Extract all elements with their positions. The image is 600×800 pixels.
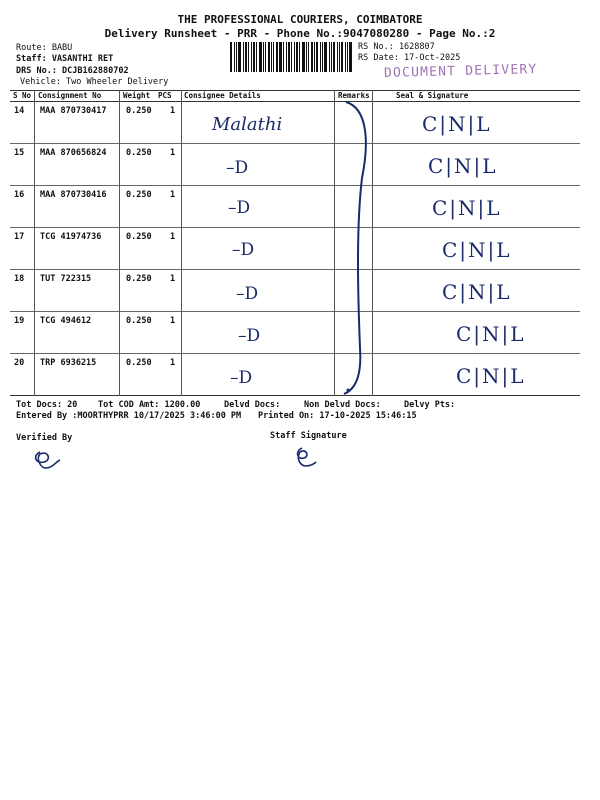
barcode-bar bbox=[271, 42, 272, 72]
barcode-bar bbox=[331, 42, 332, 72]
row-divider bbox=[10, 269, 580, 270]
row-sno: 17 bbox=[14, 232, 25, 242]
consignee-handwriting: –D bbox=[226, 158, 249, 178]
barcode-bar bbox=[263, 42, 264, 72]
row-divider bbox=[10, 353, 580, 354]
row-divider bbox=[10, 311, 580, 312]
barcode-bar bbox=[230, 42, 232, 72]
barcode-bar bbox=[324, 42, 327, 72]
seal-handwriting: C|N|L bbox=[422, 112, 492, 136]
barcode-bar bbox=[288, 42, 290, 72]
row-consignment: TUT 722315 bbox=[40, 274, 92, 284]
col-header-seal: Seal & Signature bbox=[396, 91, 469, 100]
barcode-bar bbox=[296, 42, 298, 72]
col-divider bbox=[119, 90, 120, 396]
row-pcs: 1 bbox=[170, 358, 176, 368]
delivered-docs: Delvd Docs: bbox=[224, 400, 281, 410]
row-consignment: MAA 870730417 bbox=[40, 106, 107, 116]
seal-handwriting: C|N|L bbox=[428, 154, 498, 178]
consignee-handwriting: –D bbox=[228, 198, 251, 218]
col-header-remarks: Remarks bbox=[338, 91, 370, 100]
company-title: THE PROFESSIONAL COURIERS, COIMBATORE bbox=[177, 13, 423, 26]
row-pcs: 1 bbox=[170, 148, 176, 158]
barcode-bar bbox=[299, 42, 300, 72]
barcode-bar bbox=[251, 42, 252, 72]
total-cod-amount: Tot COD Amt: 1200.00 bbox=[98, 400, 201, 410]
row-consignment: MAA 870730416 bbox=[40, 190, 107, 200]
row-pcs: 1 bbox=[170, 106, 176, 116]
row-pcs: 1 bbox=[170, 190, 176, 200]
row-pcs: 1 bbox=[170, 316, 176, 326]
consignee-handwriting: –D bbox=[232, 240, 255, 260]
barcode-bar bbox=[339, 42, 340, 72]
non-delivered-docs: Non Delvd Docs: bbox=[304, 400, 381, 410]
col-divider bbox=[181, 90, 182, 396]
seal-handwriting: C|N|L bbox=[456, 322, 526, 346]
row-consignment: TCG 41974736 bbox=[40, 232, 102, 242]
row-divider bbox=[10, 185, 580, 186]
rs-date: RS Date: 17-Oct-2025 bbox=[358, 53, 461, 63]
col-header-sno: S No bbox=[13, 91, 32, 100]
col-divider bbox=[334, 90, 335, 396]
runsheet-subtitle: Delivery Runsheet - PRR - Phone No.:9047080280 - Page No.:2 bbox=[104, 27, 496, 40]
barcode-bar bbox=[337, 42, 338, 72]
row-weight: 0.250 bbox=[126, 274, 152, 284]
barcode-bar bbox=[306, 42, 307, 72]
barcode-bar bbox=[273, 42, 274, 72]
total-docs: Tot Docs: 20 bbox=[16, 400, 78, 410]
barcode-bar bbox=[345, 42, 346, 72]
barcode bbox=[230, 42, 354, 72]
barcode-bar bbox=[347, 42, 348, 72]
consignee-handwriting: –D bbox=[230, 368, 253, 388]
barcode-bar bbox=[245, 42, 247, 72]
table-bottom-border bbox=[10, 395, 580, 396]
remarks-bracket-mark bbox=[336, 98, 376, 398]
drs-number: DRS No.: DCJB162880702 bbox=[16, 66, 129, 76]
barcode-bar bbox=[253, 42, 255, 72]
printed-on: Printed On: 17-10-2025 15:46:15 bbox=[258, 411, 417, 421]
document-delivery-stamp: DOCUMENT DELIVERY bbox=[383, 61, 538, 82]
barcode-bar bbox=[256, 42, 257, 72]
col-divider bbox=[34, 90, 35, 396]
barcode-bar bbox=[286, 42, 287, 72]
barcode-bar bbox=[349, 42, 352, 72]
barcode-bar bbox=[320, 42, 321, 72]
col-header-consignee: Consignee Details bbox=[184, 91, 261, 100]
row-weight: 0.250 bbox=[126, 358, 152, 368]
col-header-pcs: PCS bbox=[158, 91, 172, 100]
rs-number: RS No.: 1628807 bbox=[358, 42, 435, 52]
barcode-bar bbox=[279, 42, 282, 72]
row-sno: 14 bbox=[14, 106, 25, 116]
row-weight: 0.250 bbox=[126, 190, 152, 200]
col-header-weight: Weight bbox=[123, 91, 151, 100]
row-sno: 16 bbox=[14, 190, 25, 200]
barcode-bar bbox=[302, 42, 305, 72]
barcode-bar bbox=[329, 42, 330, 72]
runsheet-table bbox=[10, 90, 580, 396]
row-pcs: 1 bbox=[170, 274, 176, 284]
row-sno: 19 bbox=[14, 316, 25, 326]
barcode-bar bbox=[311, 42, 313, 72]
row-weight: 0.250 bbox=[126, 232, 152, 242]
row-weight: 0.250 bbox=[126, 106, 152, 116]
route-label: Route: BABU bbox=[16, 43, 73, 53]
barcode-bar bbox=[314, 42, 315, 72]
staff-label: Staff: VASANTHI RET bbox=[16, 54, 114, 64]
barcode-bar bbox=[291, 42, 292, 72]
barcode-bar bbox=[308, 42, 309, 72]
col-header-consignment: Consignment No bbox=[38, 91, 102, 100]
header-divider bbox=[10, 101, 580, 102]
row-pcs: 1 bbox=[170, 232, 176, 242]
consignee-handwriting: –D bbox=[236, 284, 259, 304]
barcode-bar bbox=[276, 42, 278, 72]
row-weight: 0.250 bbox=[126, 316, 152, 326]
barcode-bar bbox=[265, 42, 266, 72]
seal-handwriting: C|N|L bbox=[442, 238, 512, 262]
barcode-bar bbox=[341, 42, 343, 72]
barcode-bar bbox=[294, 42, 295, 72]
verified-signature-mark bbox=[30, 446, 66, 472]
consignee-handwriting: Malathi bbox=[212, 114, 283, 135]
row-consignment: TCG 494612 bbox=[40, 316, 92, 326]
verified-by-label: Verified By bbox=[16, 433, 73, 443]
consignee-handwriting: –D bbox=[238, 326, 261, 346]
barcode-bar bbox=[268, 42, 270, 72]
barcode-bar bbox=[333, 42, 335, 72]
staff-signature-label: Staff Signature bbox=[270, 431, 347, 441]
seal-handwriting: C|N|L bbox=[456, 364, 526, 388]
entered-by: Entered By :MOORTHYPRR 10/17/2025 3:46:00 PM bbox=[16, 411, 242, 421]
barcode-bar bbox=[234, 42, 235, 72]
barcode-bar bbox=[259, 42, 262, 72]
staff-signature-mark bbox=[290, 444, 320, 472]
barcode-bar bbox=[316, 42, 318, 72]
seal-handwriting: C|N|L bbox=[432, 196, 502, 220]
barcode-bar bbox=[243, 42, 244, 72]
row-weight: 0.250 bbox=[126, 148, 152, 158]
row-divider bbox=[10, 143, 580, 144]
barcode-bar bbox=[322, 42, 323, 72]
barcode-bar bbox=[283, 42, 284, 72]
row-consignment: TRP 6936215 bbox=[40, 358, 97, 368]
row-sno: 20 bbox=[14, 358, 25, 368]
barcode-bar bbox=[238, 42, 241, 72]
delivery-points: Delvy Pts: bbox=[404, 400, 456, 410]
row-sno: 15 bbox=[14, 148, 25, 158]
row-consignment: MAA 870656824 bbox=[40, 148, 107, 158]
barcode-bar bbox=[248, 42, 249, 72]
vehicle-label: Vehicle: Two Wheeler Delivery bbox=[20, 77, 169, 87]
row-sno: 18 bbox=[14, 274, 25, 284]
seal-handwriting: C|N|L bbox=[442, 280, 512, 304]
row-divider bbox=[10, 227, 580, 228]
barcode-bar bbox=[236, 42, 237, 72]
